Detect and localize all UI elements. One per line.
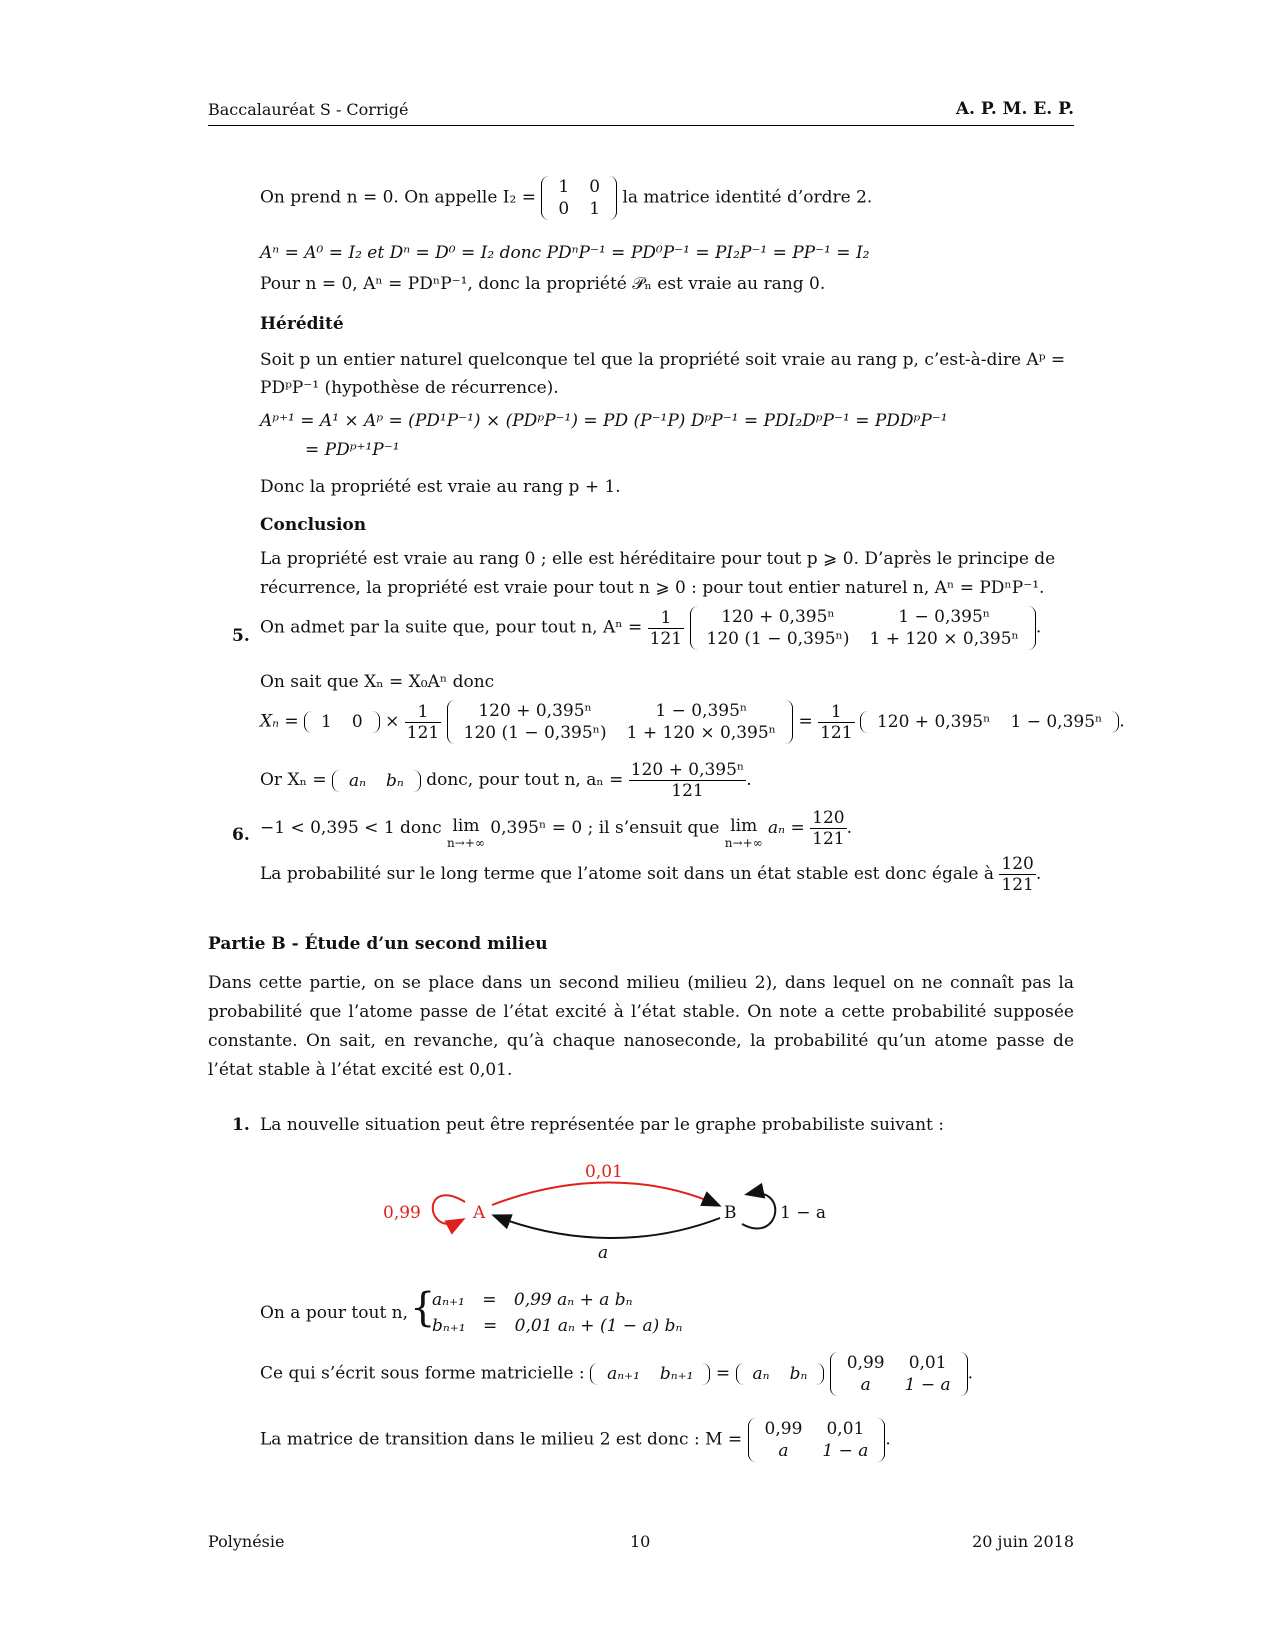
q5-line4a: Or Xₙ = <box>260 770 327 790</box>
an-bn-row <box>332 770 421 792</box>
system-eq1 <box>432 1290 633 1310</box>
footer-left: Polynésie <box>208 1532 285 1551</box>
q5-line3: Xₙ = 1 0 × $\frac{1}{121}$ 120 + 0,395ⁿ 1 − 0,395ⁿ 120 (1 − 0,395ⁿ) 1 + 120 × 0,395ⁿ = $\frac{1}{121}$ 120 + 0,395ⁿ 1 − 0,395ⁿ . <box>260 701 1125 743</box>
init-line2: Aⁿ = A⁰ = I₂ et Dⁿ = D⁰ = I₂ donc PDⁿP⁻¹ = PD⁰P⁻¹ = PI₂P⁻¹ = PP⁻¹ = I₂ <box>260 243 870 263</box>
system-intro: On a pour tout n, <box>260 1303 409 1323</box>
numerator: 1 <box>405 702 441 723</box>
q6-text-a: −1 < 0,395 < 1 donc <box>260 818 442 838</box>
q6-line2-text: La probabilité sur le long terme que l’atome soit dans un état stable est donc égale à <box>260 864 995 884</box>
cell: 0,99 <box>846 1353 885 1373</box>
q5-number: 5. <box>232 626 250 646</box>
cell: 1 − 0,395ⁿ <box>655 701 748 721</box>
eq2-right: 0,01 aₙ + (1 − a) bₙ <box>514 1316 683 1336</box>
loop-a-arrow <box>433 1195 465 1224</box>
times-sign: × <box>385 711 400 732</box>
cell: aₙ <box>348 770 367 791</box>
partB-intro: Dans cette partie, on se place dans un second milieu (milieu 2), dans lequel on ne connaît pas la probabilité que l’atome passe de l’état excité à l’état stable. On note a cette probabilité supposée constante. On sait, en revanche, qu’à chaque nanoseconde, la probabilité qu’un atome passe de l’état stable à l’état excité est 0,01. <box>208 973 1074 1080</box>
label-b-to-a: a <box>598 1243 609 1263</box>
conclusion-line1: La propriété est vraie au rang 0 ; elle est héréditaire pour tout p ⩾ 0. D’après le principe de <box>260 549 1056 569</box>
cell: 1 − 0,395ⁿ <box>1010 712 1103 732</box>
cell: 120 + 0,395ⁿ <box>478 701 592 721</box>
eq-sign: = <box>482 1316 498 1336</box>
equals-sign: = <box>798 711 813 732</box>
denominator: 121 <box>406 722 440 743</box>
heredite-title: Hérédité <box>260 314 344 334</box>
numerator: 120 <box>1001 854 1034 874</box>
heredite-line2: PDᵖP⁻¹ (hypothèse de récurrence). <box>260 378 559 398</box>
conclusion-title: Conclusion <box>260 515 367 535</box>
node-b: B <box>724 1203 737 1223</box>
heredite-line4: = PDᵖ⁺¹P⁻¹ <box>305 440 400 460</box>
cell: 0 <box>589 177 601 197</box>
conclusion-line2: récurrence, la propriété est vraie pour tout n ⩾ 0 : pour tout entier naturel n, Aⁿ = PDⁿP⁻¹. <box>260 578 1045 598</box>
eq1-right: 0,99 aₙ + a bₙ <box>513 1290 633 1310</box>
lim: lim <box>452 816 480 836</box>
q5-fraction <box>648 608 684 649</box>
q6-fraction-2 <box>999 854 1035 895</box>
heredite-line5: Donc la propriété est vraie au rang p + 1. <box>260 477 621 497</box>
cell: 1 − 0,395ⁿ <box>898 607 991 627</box>
denominator: 121 <box>820 722 853 743</box>
q5-text: On admet par la suite que, pour tout n, Aⁿ = <box>260 617 643 638</box>
cell: 1 <box>321 712 332 732</box>
probability-graph <box>370 1150 850 1280</box>
transition-line: La matrice de transition dans le milieu 2 est donc : M = 0,99 0,01 a 1 − a . <box>260 1419 891 1461</box>
m-matrix <box>830 1352 968 1396</box>
label-loop-b: 1 − a <box>780 1203 827 1223</box>
header-rule <box>208 125 1074 126</box>
limit-1 <box>447 816 485 850</box>
q5-line4b: donc, pour tout n, aₙ = <box>426 770 624 790</box>
cell: 120 + 0,395ⁿ <box>876 712 991 732</box>
cell: 120 (1 − 0,395ⁿ) <box>706 629 850 649</box>
q1-number: 1. <box>232 1115 250 1135</box>
init-line1b: la matrice identité d’ordre 2. <box>622 187 873 208</box>
cell: 0,01 <box>826 1419 865 1439</box>
denominator: 121 <box>671 781 704 801</box>
edge-b-to-a <box>495 1216 720 1238</box>
q6-line2: La probabilité sur le long terme que l’atome soit dans un état stable est donc égale à $\frac{120}{121}$ . <box>260 854 1042 895</box>
label-a-to-b: 0,01 <box>585 1162 623 1182</box>
eq1-left: aₙ₊₁ <box>432 1290 465 1310</box>
an-fraction <box>629 760 747 801</box>
header-right: A. P. M. E. P. <box>955 99 1074 119</box>
q5-line4: Or Xₙ = aₙ bₙ donc, pour tout n, aₙ = $\frac{\text{120 + 0,395ⁿ}}{121}$ . <box>260 760 752 801</box>
cell: 1 <box>558 177 570 197</box>
system-eq2 <box>432 1316 682 1336</box>
eq2-left: bₙ₊₁ <box>432 1316 466 1336</box>
denominator: 121 <box>649 628 683 649</box>
q1-text: La nouvelle situation peut être représentée par le graphe probabiliste suivant : <box>260 1115 944 1135</box>
cell: 0 <box>351 712 363 732</box>
q6-fraction <box>810 808 846 849</box>
init-line3: Pour n = 0, Aⁿ = PDⁿP⁻¹, donc la propriété 𝒫ₙ est vraie au rang 0. <box>260 274 826 294</box>
heredite-line3: Aᵖ⁺¹ = A¹ × Aᵖ = (PD¹P⁻¹) × (PDᵖP⁻¹) = PD (P⁻¹P) DᵖP⁻¹ = PDI₂DᵖP⁻¹ = PDDᵖP⁻¹ <box>260 411 948 431</box>
q5-matrix <box>690 606 1036 650</box>
q6-text-b: 0,395ⁿ = 0 ; il s’ensuit que <box>490 818 720 838</box>
q5-fraction-2 <box>405 702 441 743</box>
identity-matrix <box>541 176 617 220</box>
matrixform-text: Ce qui s’écrit sous forme matricielle : <box>260 1363 585 1384</box>
row-vector <box>304 711 380 733</box>
cell: aₙ <box>752 1364 770 1384</box>
cell: 0,99 <box>764 1419 803 1439</box>
init-line1a: On prend n = 0. On appelle I₂ = <box>260 187 536 208</box>
cell: 1 + 120 × 0,395ⁿ <box>626 723 777 743</box>
left-row <box>590 1363 710 1385</box>
cell: 1 − a <box>822 1441 869 1461</box>
numerator: 120 + 0,395ⁿ <box>630 760 745 780</box>
init-line1 <box>260 176 872 220</box>
lim-sub: n→+∞ <box>724 836 763 850</box>
denominator: 121 <box>1001 875 1034 895</box>
loop-b-arrow <box>742 1193 775 1228</box>
q6-line1: −1 < 0,395 < 1 donc lim n→+∞ 0,395ⁿ = 0 ; il s’ensuit que lim n→+∞ aₙ = $\frac{120}{121}$ . <box>260 808 852 850</box>
cell: 0,01 <box>908 1353 947 1373</box>
page-number: 10 <box>630 1532 651 1551</box>
cell: bₙ <box>789 1364 808 1384</box>
numerator: 1 <box>648 608 684 629</box>
xn-label: Xₙ = <box>260 711 299 732</box>
cell: 120 + 0,395ⁿ <box>721 607 835 627</box>
q5-line2: On sait que Xₙ = X₀Aⁿ donc <box>260 672 495 692</box>
eq-sign: = <box>715 1363 731 1384</box>
partB-title: Partie B - Étude d’un second milieu <box>208 934 548 954</box>
cell: 0 <box>558 199 570 219</box>
q6-number: 6. <box>232 825 250 845</box>
cell: aₙ₊₁ <box>607 1364 640 1384</box>
lim-sub: n→+∞ <box>447 836 485 850</box>
cell: bₙ₊₁ <box>659 1364 694 1384</box>
node-a: A <box>473 1203 486 1223</box>
footer-right: 20 juin 2018 <box>972 1532 1074 1551</box>
transition-text: La matrice de transition dans le milieu 2 est donc : M = <box>260 1429 743 1450</box>
q5-fraction-3 <box>818 702 854 743</box>
numerator: 120 <box>812 808 845 828</box>
q6-text-c: aₙ = <box>768 818 805 838</box>
lim: lim <box>730 816 758 836</box>
cell: a <box>778 1441 789 1461</box>
cell: 120 (1 − 0,395ⁿ) <box>463 723 607 743</box>
heredite-line1: Soit p un entier naturel quelconque tel que la propriété soit vraie au rang p, c’est-à-dire Aᵖ = <box>260 350 1066 370</box>
cell: 1 − a <box>904 1375 951 1395</box>
system-brace: { <box>410 1285 436 1331</box>
q5-line1: On admet par la suite que, pour tout n, Aⁿ = $\frac{1}{121}$ 120 + 0,395ⁿ 1 − 0,395ⁿ 120 (1 − 0,395ⁿ) 1 + 120 × 0,395ⁿ . <box>260 607 1042 649</box>
matrixform-line: Ce qui s’écrit sous forme matricielle : aₙ₊₁ bₙ₊₁ = aₙ bₙ 0,99 0,01 a 1 − a . <box>260 1353 974 1395</box>
eq-sign: = <box>482 1290 497 1310</box>
cell: 1 + 120 × 0,395ⁿ <box>869 629 1019 649</box>
right-row <box>736 1363 825 1385</box>
limit-2 <box>725 816 763 850</box>
cell: bₙ <box>386 770 404 791</box>
header-left: Baccalauréat S - Corrigé <box>208 100 409 119</box>
transition-matrix <box>748 1418 886 1462</box>
denominator: 121 <box>812 829 845 849</box>
q5-matrix-2 <box>447 700 793 744</box>
label-loop-a: 0,99 <box>383 1203 421 1223</box>
cell: a <box>860 1375 871 1395</box>
cell: 1 <box>589 199 601 219</box>
numerator: 1 <box>818 702 854 723</box>
result-row <box>860 711 1119 733</box>
edge-a-to-b <box>492 1183 718 1206</box>
